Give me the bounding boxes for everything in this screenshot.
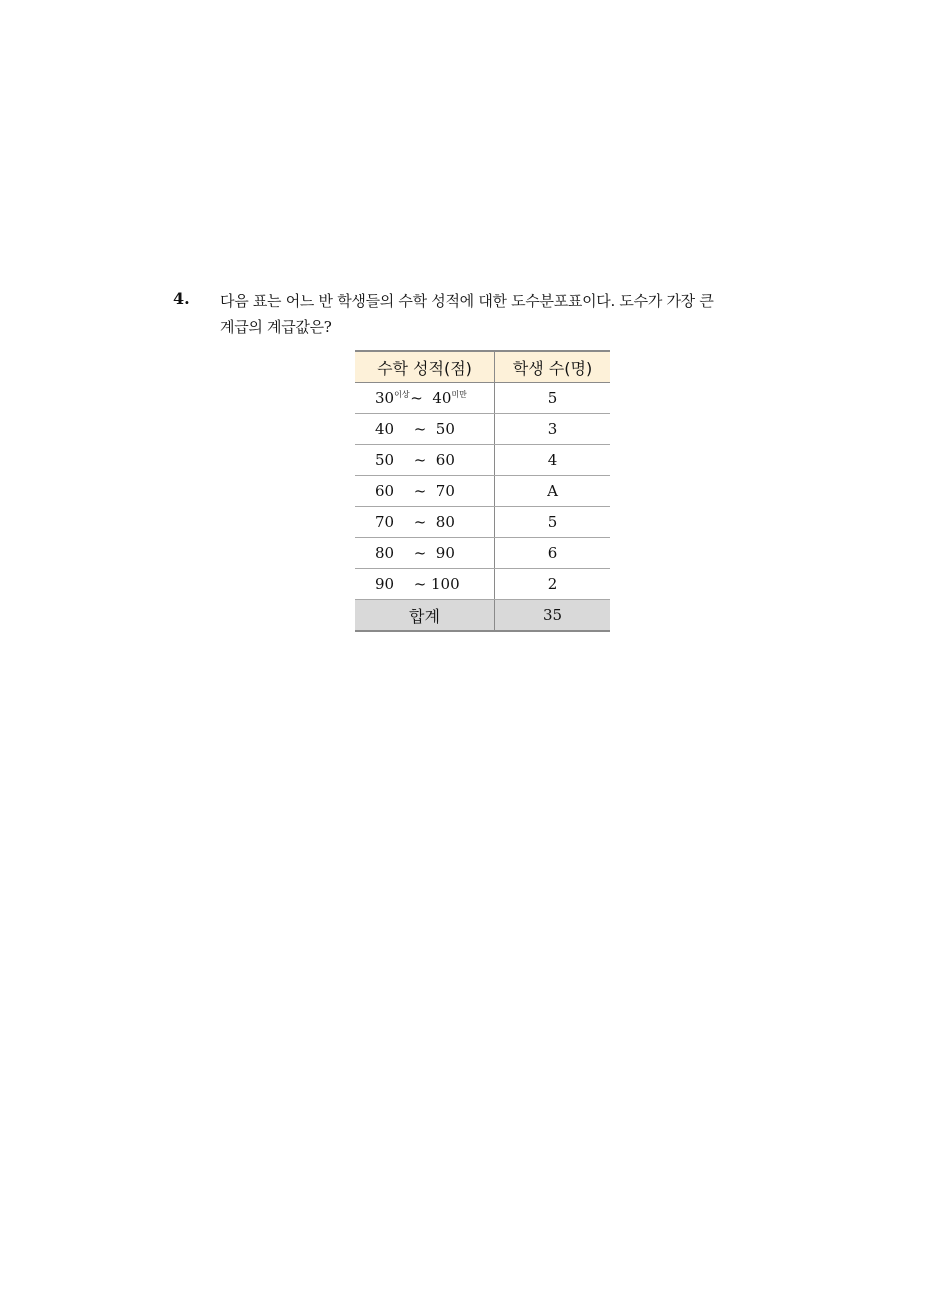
range-tilde: ~ [413, 575, 427, 593]
question-text-line-2: 계급의 계급값은? [220, 318, 332, 336]
table-row [355, 507, 610, 538]
range-from-note: 이상 [394, 390, 410, 399]
table-total-row [355, 600, 610, 632]
range-tilde: ~ [413, 544, 427, 562]
range-to: 90 [435, 544, 455, 562]
score-range-cell [355, 383, 495, 414]
student-count-cell: 5 [495, 507, 611, 538]
header-student-count: 학생 수(명) [495, 351, 611, 383]
table-row [355, 476, 610, 507]
range-to: 60 [435, 451, 455, 469]
range-to: 80 [435, 513, 455, 531]
question-number: 4. [173, 289, 190, 308]
question-text [220, 288, 780, 340]
score-range-cell [355, 476, 495, 507]
table-row [355, 538, 610, 569]
table-row [355, 383, 610, 414]
score-range-cell [355, 414, 495, 445]
score-range-cell [355, 507, 495, 538]
total-label: 합계 [355, 600, 495, 632]
student-count-cell: 3 [495, 414, 611, 445]
range-to: 70 [435, 482, 455, 500]
range-from: 90 [375, 575, 395, 593]
table-row [355, 445, 610, 476]
range-tilde: ~ [413, 482, 427, 500]
range-from: 60 [375, 482, 395, 500]
question-text-line-1: 다음 표는 어느 반 학생들의 수학 성적에 대한 도수분포표이다. 도수가 가장 큰 [220, 292, 714, 310]
range-tilde: ~ [413, 420, 427, 438]
range-to-note: 미만 [451, 390, 467, 399]
score-range-cell [355, 445, 495, 476]
score-range-cell [355, 538, 495, 569]
range-from: 70 [375, 513, 395, 531]
header-score-range: 수학 성적(점) [355, 351, 495, 383]
range-to: 50 [435, 420, 455, 438]
student-count-cell: 4 [495, 445, 611, 476]
student-count-cell: 5 [495, 383, 611, 414]
total-value: 35 [495, 600, 611, 632]
table-header-row [355, 351, 610, 383]
range-from: 30 [375, 389, 395, 407]
student-count-cell: 2 [495, 569, 611, 600]
student-count-cell: A [495, 476, 611, 507]
student-count-cell: 6 [495, 538, 611, 569]
range-to: 100 [431, 575, 460, 593]
range-tilde: ~ [413, 451, 427, 469]
table-row [355, 414, 610, 445]
range-from: 80 [375, 544, 395, 562]
frequency-table [355, 350, 610, 632]
range-to: 40 [432, 389, 452, 407]
range-from: 50 [375, 451, 395, 469]
table-row [355, 569, 610, 600]
range-tilde: ~ [410, 389, 423, 407]
range-from: 40 [375, 420, 395, 438]
score-range-cell [355, 569, 495, 600]
range-tilde: ~ [413, 513, 427, 531]
